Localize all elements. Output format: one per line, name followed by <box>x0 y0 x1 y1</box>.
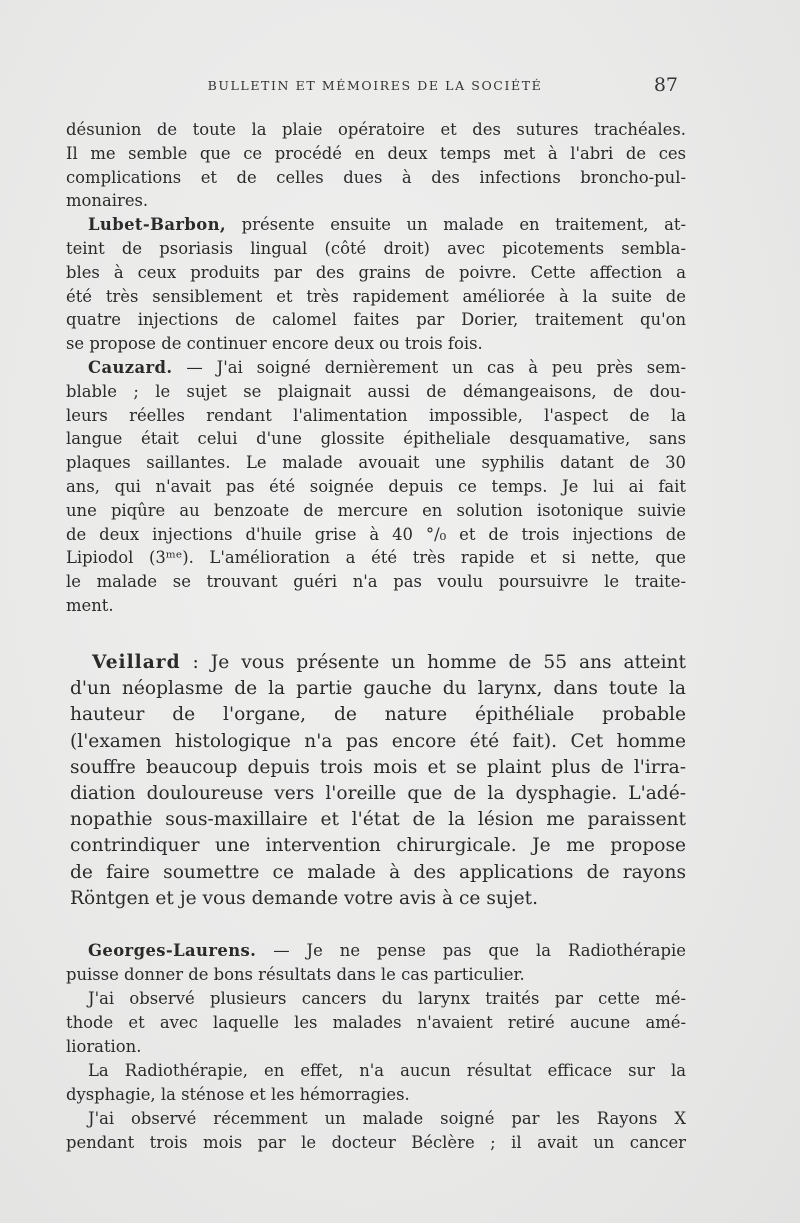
georges-first-line <box>66 939 686 963</box>
text-line: quatre injections de calomel faites par Dorier, traitement qu'on <box>66 310 686 330</box>
text-line: Lipiodol (3ᵐᵉ). L'amélioration a été très rapide et si nette, que <box>66 548 686 568</box>
cauzard-first-line <box>66 356 686 380</box>
text-line: blable ; le sujet se plaignait aussi de démangeaisons, de dou- <box>66 381 686 401</box>
text-fragment: : Je vous présente un homme de 55 ans atteint <box>180 652 686 673</box>
text-line: ment. <box>66 595 114 615</box>
text-line: (l'examen histologique n'a pas encore été fait). Cet homme <box>70 730 686 752</box>
text-line: nopathie sous-maxillaire et l'état de la lésion me paraissent <box>70 809 686 831</box>
section-georges-laurens <box>66 939 686 1155</box>
text-fragment: — J'ai soigné dernièrement un cas à peu près sem- <box>186 357 686 377</box>
text-fragment: — Je ne pense pas que la Radiothérapie <box>273 941 686 960</box>
text-line: lioration. <box>66 1037 142 1056</box>
speaker-name: Veillard <box>92 652 181 673</box>
text-line: se propose de continuer encore deux ou trois fois. <box>66 334 483 354</box>
speaker-name: Georges-Laurens. <box>88 941 257 960</box>
text-line: monaires. <box>66 191 149 211</box>
text-line: Il me semble que ce procédé en deux temps met à l'abri de ces <box>66 143 686 163</box>
text-line: le malade se trouvant guéri n'a pas voulu poursuivre le traite- <box>66 572 686 592</box>
text-line: hauteur de l'organe, de nature épithéliale probable <box>70 704 686 726</box>
text-line: puisse donner de bons résultats dans le cas particulier. <box>66 965 525 984</box>
text-line: Röntgen et je vous demande votre avis à ce sujet. <box>70 887 538 909</box>
text-line: été très sensiblement et très rapidement améliorée à la suite de <box>66 286 686 306</box>
text-line: une piqûre au benzoate de mercure en solution isotonique suivie <box>66 500 686 520</box>
text-line: dysphagie, la sténose et les hémorragies. <box>66 1085 410 1104</box>
section-veillard <box>70 650 686 912</box>
text-line: de faire soumettre ce malade à des applications de rayons <box>70 861 686 883</box>
text-line: La Radiothérapie, en effet, n'a aucun résultat efficace sur la <box>88 1061 686 1080</box>
text-line: d'un néoplasme de la partie gauche du larynx, dans toute la <box>70 678 686 700</box>
text-line: désunion de toute la plaie opératoire et des sutures trachéales. <box>66 120 686 139</box>
section-continuation-and-discussion <box>66 118 686 618</box>
text-line: bles à ceux produits par des grains de poivre. Cette affection a <box>66 262 686 282</box>
speaker-name: Lubet-Barbon, <box>88 215 227 235</box>
running-head: BULLETIN ET MÉMOIRES DE LA SOCIÉTÉ <box>207 78 543 93</box>
text-line: J'ai observé plusieurs cancers du larynx traités par cette mé- <box>88 989 686 1008</box>
page-number: 87 <box>653 74 678 96</box>
speaker-name: Cauzard. <box>88 357 173 377</box>
text-line: thode et avec laquelle les malades n'avaient retiré aucune amé- <box>66 1013 686 1032</box>
text-line: langue était celui d'une glossite épitheliale desquamative, sans <box>66 429 686 449</box>
text-line: teint de psoriasis lingual (côté droit) avec picotements sembla- <box>66 238 686 258</box>
lubet-first-line <box>66 213 686 237</box>
text-line: leurs réelles rendant l'alimentation impossible, l'aspect de la <box>66 405 686 425</box>
text-line: complications et de celles dues à des infections broncho-pul- <box>66 167 686 187</box>
text-line: souffre beaucoup depuis trois mois et se plaint plus de l'irra- <box>70 756 686 778</box>
text-line: contrindiquer une intervention chirurgicale. Je me propose <box>70 835 686 857</box>
veillard-first-line <box>70 650 686 676</box>
text-line: pendant trois mois par le docteur Béclère ; il avait un cancer <box>66 1133 686 1152</box>
text-line: de deux injections d'huile grise à 40 °/₀ et de trois injections de <box>66 524 686 544</box>
text-line: plaques saillantes. Le malade avouait une syphilis datant de 30 <box>66 453 686 473</box>
text-line: J'ai observé récemment un malade soigné par les Rayons X <box>88 1109 686 1128</box>
text-line: diation douloureuse vers l'oreille que de la dysphagie. L'adé- <box>70 783 686 805</box>
page-header <box>66 74 684 100</box>
text-fragment: présente ensuite un malade en traitement, at- <box>241 215 686 235</box>
text-line: ans, qui n'avait pas été soignée depuis ce temps. Je lui ai fait <box>66 476 686 496</box>
